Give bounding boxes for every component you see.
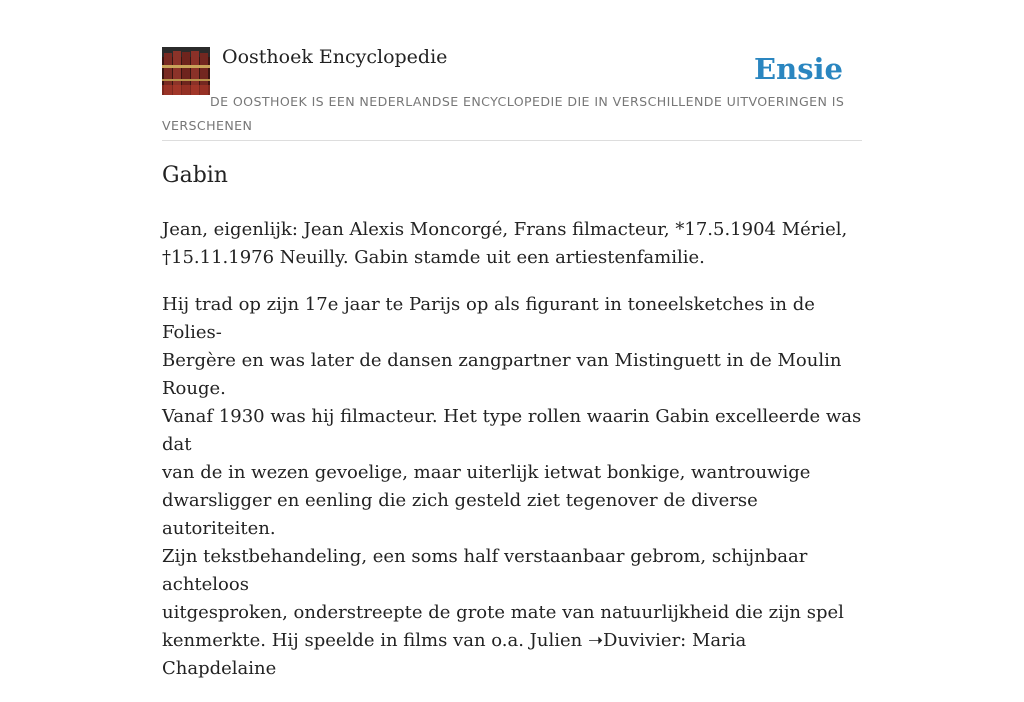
site-avatar[interactable] (162, 47, 210, 95)
site-header (162, 0, 862, 141)
brand-logo[interactable]: Ensie (754, 52, 843, 86)
article-body (162, 216, 862, 702)
site-tagline: DE OOSTHOEK IS EEN NEDERLANDSE ENCYCLOPEDIE DIE IN VERSCHILLENDE UITVOERINGEN IS VERSCHENEN (162, 94, 845, 133)
article-title: Gabin (162, 163, 228, 188)
book-spines-icon (162, 47, 210, 95)
page-container (162, 0, 862, 679)
site-title[interactable]: Oosthoek Encyclopedie (222, 46, 448, 68)
article-paragraph: Jean, eigenlijk: Jean Alexis Moncorgé, Frans filmacteur, *17.5.1904 Mériel, †15.11.1976 Neuilly. Gabin stamde uit een artiestenfamilie. (162, 219, 848, 268)
article-paragraph: Hij trad op zijn 17e jaar te Parijs op als figurant in toneelsketches in de Folies- Bergère en was later de dansen zangpartner van Mistinguett in de Moulin Rouge. Vanaf 1930 was hij filmacteur. Het type rollen waarin Gabin excelleerde was dat van de in wezen gevoelige, maar uiterlijk ietwat bonkige, wantrouwige dwarsligger en eenling die zich gesteld ziet tegenover de diverse autoriteiten. Zijn tekstbehandeling, een soms half verstaanbaar gebrom, schijnbaar achteloos uitgesproken, onderstreepte de grote mate van natuurlijkheid die zijn spel kenmerkte. Hij speelde in films van o.a. Julien ➝Duvivier: Maria Chapdelaine (162, 294, 862, 679)
